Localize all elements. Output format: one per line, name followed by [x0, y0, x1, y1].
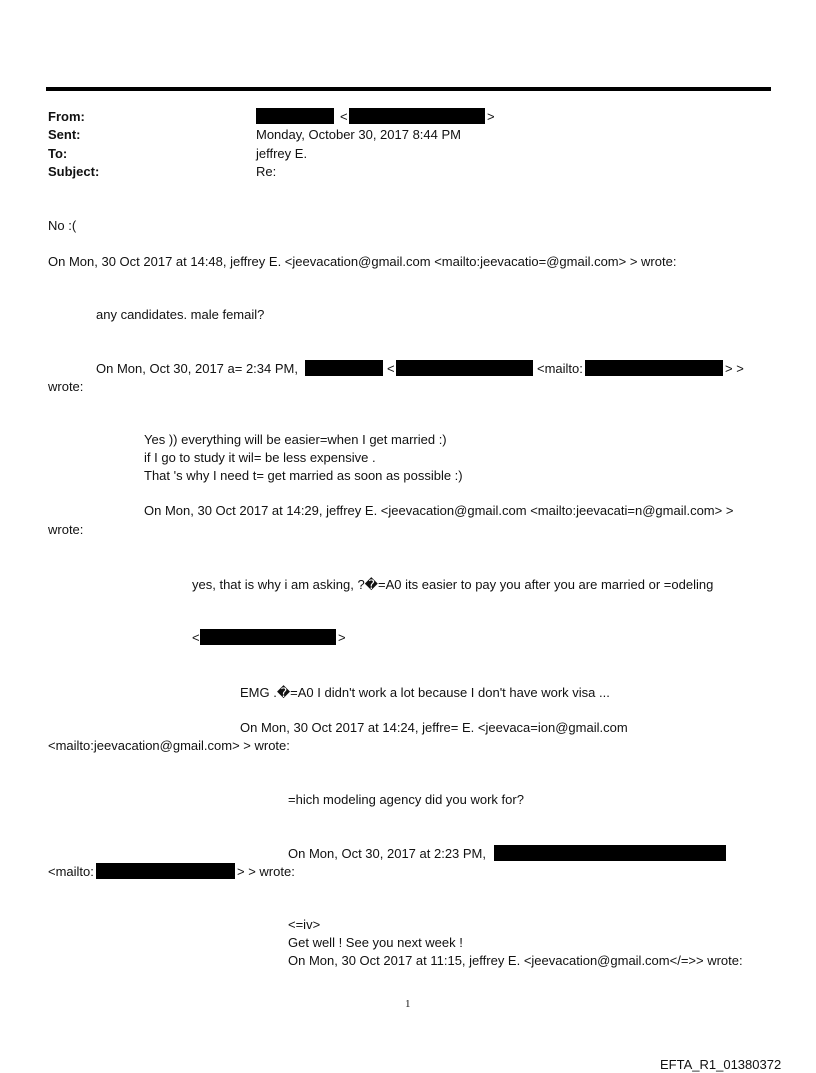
sent-label: Sent: [48, 127, 81, 142]
body-line: On Mon, 30 Oct 2017 at 14:29, jeffrey E. <jeevacation@gmail.com <mailto:jeevacati=n@gmail.com> > [144, 503, 734, 518]
redaction-block [305, 360, 383, 376]
body-line: < [192, 630, 200, 645]
redaction-block [200, 629, 336, 645]
body-line: > [338, 630, 346, 645]
page-number: 1 [405, 998, 411, 1010]
body-line: On Mon, 30 Oct 2017 at 11:15, jeffrey E. <jeevacation@gmail.com</=>> wrote: [288, 953, 743, 968]
body-line: On Mon, 30 Oct 2017 at 14:48, jeffrey E. <jeevacation@gmail.com <mailto:jeevacatio=@gmail.com> > wrote: [48, 254, 677, 269]
from-open-bracket: < [340, 109, 348, 124]
body-line: < [387, 361, 395, 376]
body-line: On Mon, 30 Oct 2017 at 14:24, jeffre= E. <jeevaca=ion@gmail.com [240, 720, 628, 735]
subject-label: Subject: [48, 164, 100, 179]
to-label: To: [48, 146, 68, 161]
redaction-block [256, 108, 334, 124]
body-line: No :( [48, 218, 77, 233]
body-line: EMG .�=A0 I didn't work a lot because I don't have work visa ... [240, 685, 610, 700]
body-line: wrote: [48, 379, 84, 394]
body-line: On Mon, Oct 30, 2017 at 2:23 PM, [288, 846, 486, 861]
body-line: any candidates. male femail? [96, 307, 265, 322]
redaction-block [96, 863, 235, 879]
subject-value: Re: [256, 164, 277, 179]
body-line: <mailto:jeevacation@gmail.com> > wrote: [48, 738, 290, 753]
body-line: > > wrote: [237, 864, 295, 879]
body-line: That 's why I need t= get married as soon as possible :) [144, 468, 463, 483]
redaction-block [396, 360, 533, 376]
body-line: Yes )) everything will be easier=when I get married :) [144, 432, 447, 447]
redaction-block [349, 108, 485, 124]
from-close-bracket: > [487, 109, 495, 124]
body-line: > > [725, 361, 744, 376]
body-line: <mailto: [48, 864, 94, 879]
redaction-block [585, 360, 723, 376]
redaction-block [494, 845, 726, 861]
body-line: =hich modeling agency did you work for? [288, 792, 524, 807]
to-value: jeffrey E. [256, 146, 308, 161]
document-id: EFTA_R1_01380372 [660, 1057, 782, 1072]
body-line: On Mon, Oct 30, 2017 a= 2:34 PM, [96, 361, 298, 376]
body-line: wrote: [48, 522, 84, 537]
body-line: <mailto: [537, 361, 583, 376]
body-line: if I go to study it wil= be less expensive . [144, 450, 376, 465]
header-rule [46, 87, 771, 91]
from-label: From: [48, 109, 85, 124]
sent-value: Monday, October 30, 2017 8:44 PM [256, 127, 461, 142]
body-line: <=iv> [288, 917, 321, 932]
body-line: yes, that is why i am asking, ?�=A0 its easier to pay you after you are married or =odeling [192, 577, 714, 592]
body-line: Get well ! See you next week ! [288, 935, 463, 950]
